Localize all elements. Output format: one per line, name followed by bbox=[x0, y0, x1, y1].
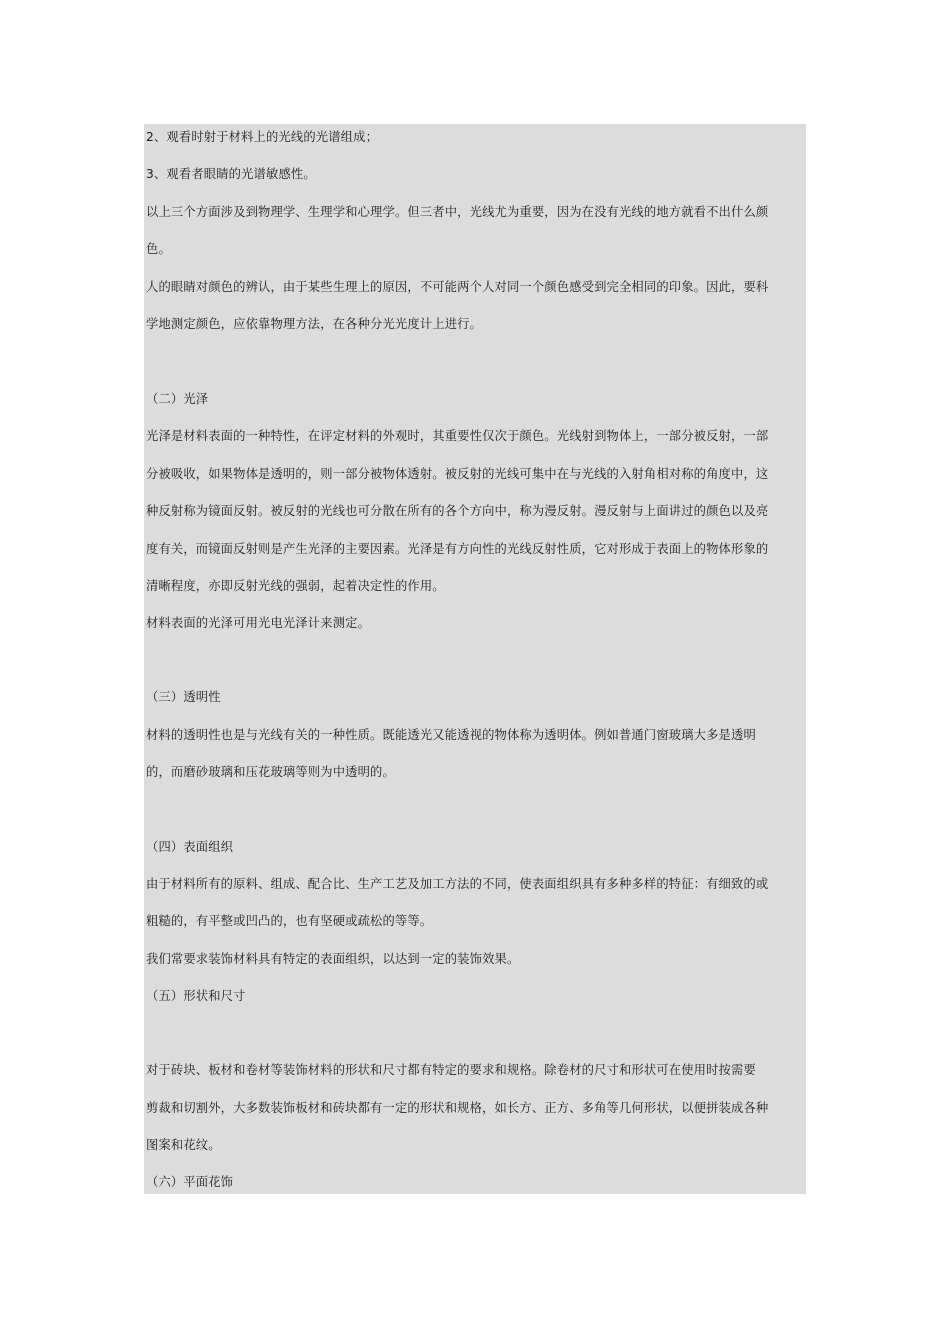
paragraph-line: 材料表面的光泽可用光电光泽计来测定。 bbox=[146, 616, 371, 630]
paragraph-line: 对于砖块、板材和卷材等装饰材料的形状和尺寸都有特定的要求和规格。除卷材的尺寸和形状可在使用时按需要 bbox=[146, 1063, 756, 1077]
section-heading-surface-texture: （四）表面组织 bbox=[146, 840, 234, 854]
paragraph-line: 的，而磨砂玻璃和压花玻璃等则为中透明的。 bbox=[146, 765, 395, 779]
paragraph-line: 剪裁和切割外，大多数装饰板材和砖块都有一定的形状和规格，如长方、正方、多角等几何形状，以便拼装成各种 bbox=[146, 1101, 769, 1115]
paragraph-line: 粗糙的，有平整或凹凸的，也有坚硬或疏松的等等。 bbox=[146, 914, 433, 928]
section-heading-shape-size: （五）形状和尺寸 bbox=[146, 989, 246, 1003]
list-item-3: 3、观看者眼睛的光谱敏感性。 bbox=[146, 167, 316, 181]
section-heading-transparency: （三）透明性 bbox=[146, 690, 221, 704]
paragraph-line: 种反射称为镜面反射。被反射的光线也可分散在所有的各个方向中，称为漫反射。漫反射与上面讲过的颜色以及亮 bbox=[146, 504, 769, 518]
paragraph-line: 光泽是材料表面的一种特性，在评定材料的外观时，其重要性仅次于颜色。光线射到物体上，一部分被反射，一部 bbox=[146, 429, 769, 443]
paragraph-line: 分被吸收，如果物体是透明的，则一部分被物体透射。被反射的光线可集中在与光线的入射角相对称的角度中，这 bbox=[146, 467, 769, 481]
list-item-2: 2、观看时射于材料上的光线的光谱组成； bbox=[146, 130, 379, 144]
paragraph-line: 由于材料所有的原料、组成、配合比、生产工艺及加工方法的不同，使表面组织具有多种多样的特征：有细致的或 bbox=[146, 877, 769, 891]
paragraph-line: 学地测定颜色，应依靠物理方法，在各种分光光度计上进行。 bbox=[146, 317, 483, 331]
paragraph-line: 以上三个方面涉及到物理学、生理学和心理学。但三者中，光线尤为重要，因为在没有光线的地方就看不出什么颜 bbox=[146, 205, 769, 219]
section-heading-gloss: （二）光泽 bbox=[146, 392, 209, 406]
paragraph-line: 人的眼睛对颜色的辨认，由于某些生理上的原因，不可能两个人对同一个颜色感受到完全相同的印象。因此，要科 bbox=[146, 280, 769, 294]
paragraph-line: 材料的透明性也是与光线有关的一种性质。既能透光又能透视的物体称为透明体。例如普通门窗玻璃大多是透明 bbox=[146, 728, 756, 742]
section-heading-flat-decoration: （六）平面花饰 bbox=[146, 1175, 234, 1189]
paragraph-line: 度有关，而镜面反射则是产生光泽的主要因素。光泽是有方向性的光线反射性质，它对形成于表面上的物体形象的 bbox=[146, 542, 769, 556]
paragraph-line: 图案和花纹。 bbox=[146, 1138, 221, 1152]
paragraph-line: 色。 bbox=[146, 242, 171, 256]
paragraph-line: 我们常要求装饰材料具有特定的表面组织，以达到一定的装饰效果。 bbox=[146, 952, 520, 966]
paragraph-line: 清晰程度，亦即反射光线的强弱，起着决定性的作用。 bbox=[146, 579, 445, 593]
